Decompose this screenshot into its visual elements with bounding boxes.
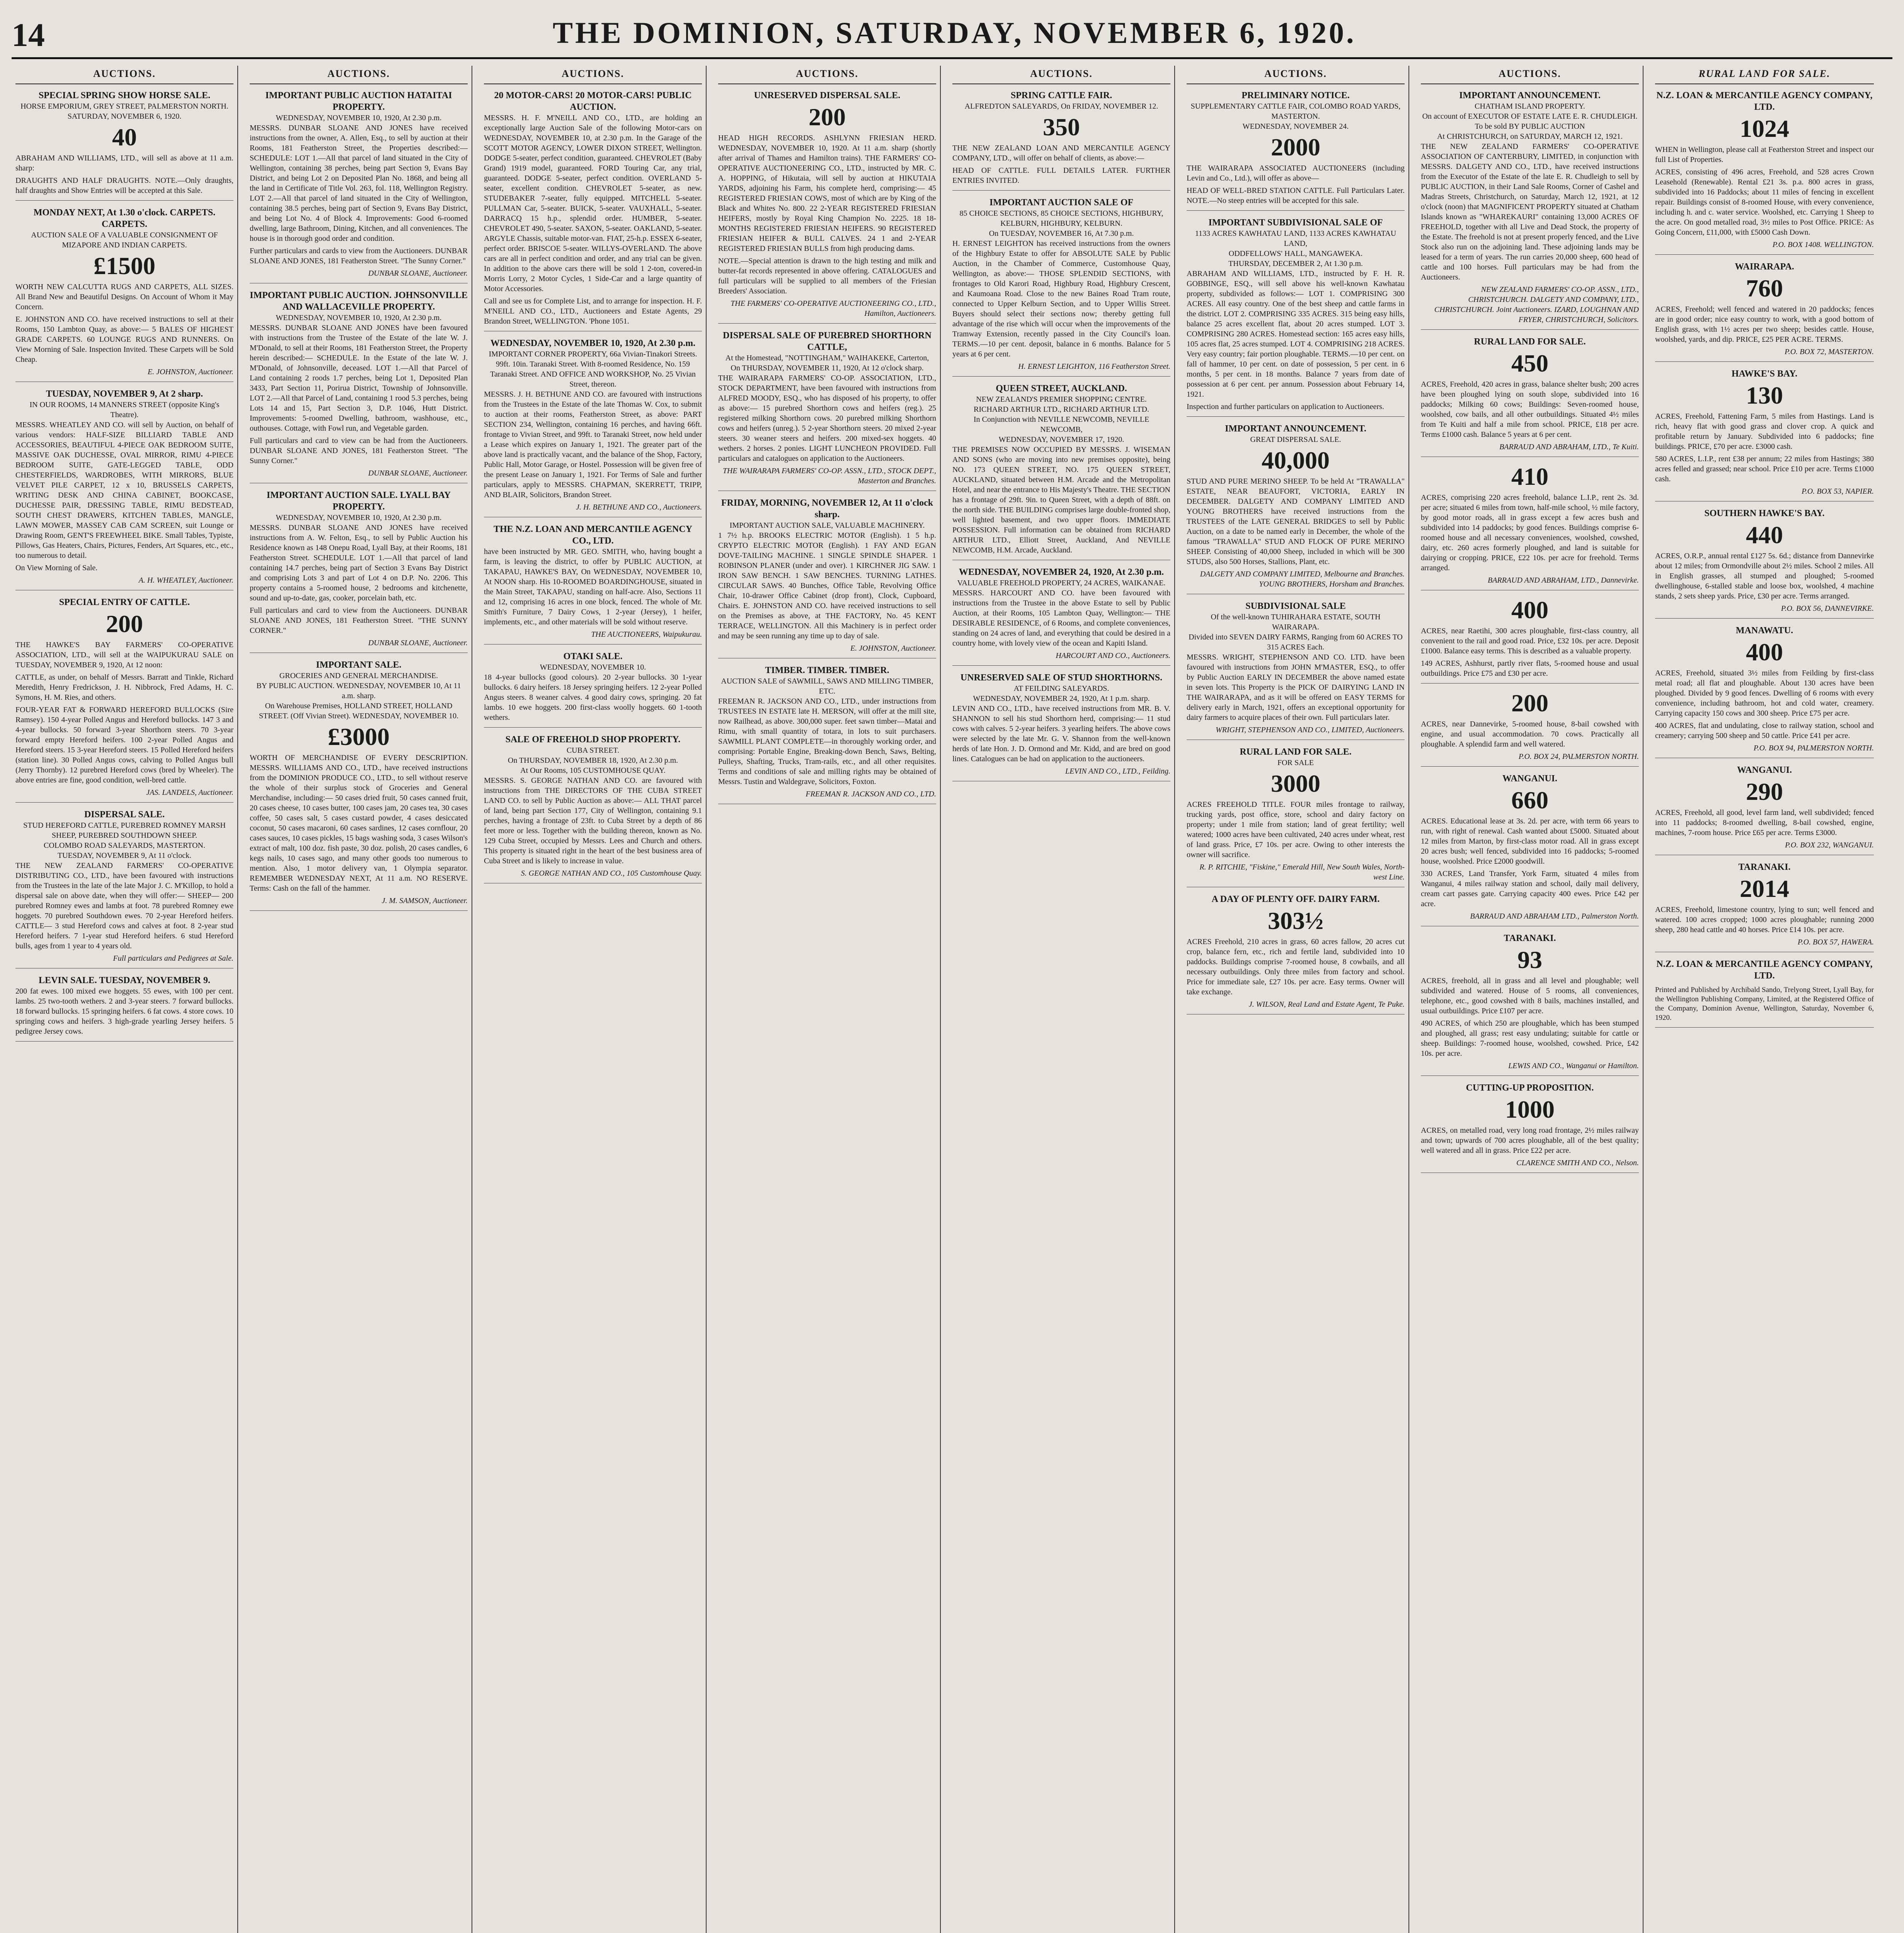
- ad-heading: SOUTHERN HAWKE'S BAY.: [1704, 508, 1825, 518]
- advertisement: [15, 975, 233, 1042]
- ad-heading: IMPORTANT ANNOUNCEMENT.: [1459, 90, 1601, 101]
- ad-figure: £1500: [94, 252, 155, 280]
- ad-subheading: AT FEILDING SALEYARDS.: [1013, 684, 1109, 693]
- advertisement: [15, 388, 233, 590]
- ad-body: ABRAHAM AND WILLIAMS, LTD., instructed by F. H. R. GOBBINGE, ESQ., will sell above his well-known Kawhatau property, subdivided as follows:— LOT 1. COMPRISING 300 ACRES. All easy country. One of the best sheep and cattle farms in the district. LOT 2. COMPRISING 335 ACRES. 315 being easy hills, balance 25 acres excellent flat, about 20 acres stumped. LOT 3. COMPRISING 280 ACRES. Homestead section: 165 acres easy hills, 105 acres flat, 25 acres stumped. LOT 4. COMPRISING 218 ACRES. Very easy country; fair portion ploughable. TERMS.—10 per cent. on fall of hammer, 10 per cent. on date of possession, 5 per cent. in 6 months, 5 per cent. in 18 months. Balance 7 years from date of possession at 6 per cent. per annum. Possession about February 14, 1921.: [1187, 269, 1405, 399]
- ad-signature: BARRAUD AND ABRAHAM, LTD., Dannevirke.: [1487, 576, 1639, 585]
- advertisement: [1421, 597, 1639, 684]
- ad-notes: 330 ACRES, Land Transfer, York Farm, situated 4 miles from Wanganui, 4 miles railway station and school, daily mail delivery, cream cart passes gate. Carrying capacity 400 ewes. Price £42 per acre.: [1421, 869, 1639, 908]
- column-heading: AUCTIONS.: [1421, 66, 1639, 84]
- ad-subheading: STUD HEREFORD CATTLE, PUREBRED ROMNEY MARSH SHEEP, PUREBRED SOUTHDOWN SHEEP.: [23, 821, 226, 840]
- advertisement: [1421, 932, 1639, 1076]
- ad-heading: MONDAY NEXT, At 1.30 o'clock. CARPETS. CARPETS.: [33, 208, 216, 229]
- ad-notes: Full particulars and card to view from the Auctioneers. DUNBAR SLOANE AND JONES, 181 Featherston Street. "THE SUNNY CORNER.": [250, 606, 468, 635]
- advertisement: [1421, 690, 1639, 767]
- advertisement: [250, 90, 468, 283]
- ad-heading: WANGANUI.: [1737, 765, 1792, 775]
- ad-signature: P.O. BOX 232, WANGANUI.: [1785, 841, 1874, 849]
- ad-heading: N.Z. LOAN & MERCANTILE AGENCY COMPANY, LTD.: [1656, 90, 1873, 112]
- ad-heading: WANGANUI.: [1502, 774, 1557, 784]
- ad-subheading: At the Homestead, "NOTTINGHAM," WAIHAKEKE, Carterton,: [725, 354, 929, 362]
- column-2: [246, 66, 472, 1933]
- ad-signature: LEWIS AND CO., Wanganui or Hamilton.: [1508, 1062, 1639, 1070]
- ad-figure: 290: [1746, 778, 1783, 805]
- advertisement: [1655, 261, 1874, 362]
- newspaper-title: THE DOMINION, SATURDAY, NOVEMBER 6, 1920.: [553, 16, 1356, 49]
- advertisement: [1421, 1082, 1639, 1173]
- ad-figure: 200: [106, 610, 143, 638]
- page-number: 14: [12, 16, 45, 53]
- ad-heading: THE N.Z. LOAN AND MERCANTILE AGENCY CO., LTD.: [493, 524, 693, 546]
- ad-subheading: On THURSDAY, NOVEMBER 11, 1920, At 12 o'clock sharp.: [731, 364, 924, 372]
- ad-signature: P.O. BOX 72, MASTERTON.: [1785, 348, 1874, 356]
- ad-figure: 410: [1511, 463, 1548, 490]
- ad-signature: BARRAUD AND ABRAHAM, LTD., Te Kuiti.: [1499, 443, 1639, 451]
- ad-body: THE NEW ZEALAND FARMERS' CO-OPERATIVE DISTRIBUTING CO., LTD., have been favoured with instructions from the Trustees in the late of the late Major J. C. M'Killop, to hold a dispersal sale on above date, when they will offer:— SHEEP— 200 purebred Romney ewes and lambs at foot. 78 purebred Romney ewe hoggets. 70 purebred Southdown ewes. 70 2-year Hereford heifers. CATTLE— 3 stud Hereford cows and calves at foot. 8 2-year stud Hereford heifers. 7 1-year stud Hereford heifers. 6 stud Hereford bulls, ages from 1 year to 4 years old.: [15, 861, 233, 950]
- ad-heading: CUTTING-UP PROPOSITION.: [1466, 1083, 1594, 1093]
- advertisement: [484, 90, 702, 331]
- ad-heading: WEDNESDAY, NOVEMBER 24, 1920, At 2.30 p.m.: [959, 567, 1164, 577]
- column-heading: RURAL LAND FOR SALE.: [1655, 66, 1874, 84]
- ad-subheading: CUBA STREET.: [566, 746, 620, 755]
- advertisement: [15, 90, 233, 201]
- ad-heading: 20 MOTOR-CARS! 20 MOTOR-CARS! PUBLIC AUCTION.: [494, 90, 692, 112]
- ad-figure: 40,000: [1262, 447, 1330, 474]
- ad-body: ACRES, near Raetihi, 300 acres ploughable, first-class country, all convenient to the rail and good road. Price, £32 10s. per acre. Deposit £1000. Balance easy terms. This is described as a valuable property.: [1421, 627, 1639, 655]
- ad-figure: 2000: [1271, 133, 1320, 161]
- advertisement: [952, 672, 1170, 781]
- ad-subheading: WEDNESDAY, NOVEMBER 24, 1920, At 1 p.m. sharp.: [973, 694, 1150, 703]
- ad-heading: N.Z. LOAN & MERCANTILE AGENCY COMPANY, LTD.: [1656, 959, 1873, 981]
- ad-signature: P.O. BOX 24, PALMERSTON NORTH.: [1518, 752, 1639, 761]
- advertisement: [1421, 90, 1639, 330]
- ad-figure: 760: [1746, 274, 1783, 302]
- ad-body: ACRES Freehold, 210 acres in grass, 60 acres fallow, 20 acres cut crop, balance fern, etc., rich and fertile land, subdivided into 10 paddocks. Buildings comprise 7-roomed house, 8 cowbails, and all necessary outbuildings. Only three miles from factory and school. Price for immediate sale, £27 10s. per acre. Easy terms. Owner will take exchange.: [1187, 938, 1405, 996]
- ad-body: ACRES FREEHOLD TITLE. FOUR miles frontage to railway, trucking yards, post office, store, school and dairy factory on property; under 1 mile from station; land of great fertility; well watered; 1000 acres have been cultivated, 240 acres under wheat, rest of land grass. Price, £7 10s. per acre. Owing to other interests the owner will sacrifice.: [1187, 800, 1405, 859]
- ad-heading: IMPORTANT AUCTION SALE. LYALL BAY PROPERTY.: [266, 490, 451, 512]
- ad-heading: DISPERSAL SALE OF PUREBRED SHORTHORN CATTLE,: [723, 331, 932, 352]
- ad-notes: ACRES, consisting of 496 acres, Freehold, and 528 acres Crown Leasehold (Renewable). Rental £21 3s. p.a. 800 acres in grass, subdivided into 16 Paddocks; about 11 miles of fencing in excellent repair. Buildings consist of 8-roomed House, with every convenience, including h. and c. water service. Woolshed, etc. Carrying 1 Sheep to the acre. On good metalled road, 3½ miles to Post Office. PRICE: As Going Concern, £11,000, with £5000 Cash Down.: [1655, 168, 1874, 237]
- advertisement: [15, 597, 233, 803]
- column-heading: AUCTIONS.: [1187, 66, 1405, 84]
- ad-body: H. ERNEST LEIGHTON has received instructions from the owners of the Highbury Estate to offer for ABSOLUTE SALE by Public Auction, in the Chamber of Commerce, Customhouse Quay, Wellington, as above:— THOSE SPLENDID SECTIONS, with frontages to Old Karori Road, Highbury Road, Highbury Crescent, and Kaumoana Road. Close to the new Baines Road Tram route, connected to Upper Kelburn Section, and to Upper Willis Street. Buyers should select their sections now; thereby getting full advantage of the rise which will occur when the improvements of the Tramway Extension, recently passed in the City Council's loan. TERMS.—10 per cent. deposit, balance in 6 months. Balance for 5 years at 6 per cent.: [952, 239, 1170, 358]
- ad-signature: J. H. BETHUNE AND CO., Auctioneers.: [576, 503, 702, 511]
- ad-body: FREEMAN R. JACKSON AND CO., LTD., under instructions from TRUSTEES IN ESTATE late H. MERSON, will offer at the mill site, now Railhead, as above. 300,000 super. feet sawn timber—Matai and Rimu, with small quantity of totara, in lots to suit purchasers. SAWMILL PLANT COMPLETE—in thoroughly working order, and comprising: Portable Engine, Breaking-down Bench, Saws, Belting, Pulleys, Shafting, Trucks, Tram-rails, etc., and all other requisites. Terms and conditions of sale and milling rights may be obtained of Messrs. Tustin and Waldegrave, Solicitors, Foxton.: [718, 697, 936, 786]
- ad-notes: 149 ACRES, Ashhurst, partly river flats, 5-roomed house and usual outbuildings. Price £75 and £30 per acre.: [1421, 659, 1639, 678]
- column-4: [714, 66, 941, 1933]
- ad-heading: RURAL LAND FOR SALE.: [1240, 747, 1352, 757]
- column-heading: AUCTIONS.: [952, 66, 1170, 84]
- advertisement: [1421, 773, 1639, 926]
- advertisement: [15, 809, 233, 968]
- ad-figure: 440: [1746, 521, 1783, 549]
- ad-body: 18 4-year bullocks (good colours). 20 2-year bullocks. 30 1-year bullocks. 6 dairy heifers. 18 Jersey springing heifers. 12 2-year Polled Angus steers. 8 weaner calves. 4 good dairy cows, springing. 20 fat lambs. 10 ewe hoggets. 200 first-class woolly hoggets. 60 1-tooth wethers.: [484, 673, 702, 722]
- column-5: [949, 66, 1175, 1933]
- ad-body: 1 7½ h.p. BROOKS ELECTRIC MOTOR (English). 1 5 h.p. CRYPTO ELECTRIC MOTOR (English). 1 FAY AND EGAN DOVE-TAILING MACHINE. 1 SINGLE SPINDLE SHAPER. 1 ROBINSON PLANER (under and over). 1 KIRCHNER JIG SAW. 1 IRON SAW BENCH. 1 SAW BENCHES. TURNING LATHES. CIRCULAR SAWS. 40 Bunches, Office Table, Revolving Office Chair, 10-drawer Office Cabinet (drop front), Clock, Cupboard, Chairs. E. JOHNSTON AND CO. have received instructions to sell on the Premises as above, at THE FACTORY, No. 45 KENT TERRACE, WELLINGTON. All this Machinery is in perfect order and may be seen running any time up to day of sale.: [718, 531, 936, 640]
- ad-body: THE HAWKE'S BAY FARMERS' CO-OPERATIVE ASSOCIATION, LTD., will sell at the WAIPUKURAU SALE on TUESDAY, NOVEMBER 9, 1920, At 12 noon:: [15, 641, 233, 669]
- ad-notes: Inspection and further particulars on application to Auctioneers.: [1187, 402, 1384, 411]
- ad-signature: E. JOHNSTON, Auctioneer.: [850, 644, 936, 653]
- advertisement: [484, 734, 702, 883]
- ad-notes: HEAD OF CATTLE. FULL DETAILS LATER. FURTHER ENTRIES INVITED.: [952, 166, 1170, 185]
- ad-body: STUD AND PURE MERINO SHEEP. To be held At "TRAWALLA" ESTATE, NEAR BEAUFORT, VICTORIA, EARLY IN DECEMBER. DALGETY AND COMPANY LIMITED AND YOUNG BROTHERS have received instructions from the TRUSTEES of the LATE GENERAL BRIDGES to sell by Public Auction, on a date to be named early in December, the whole of the famous "TRAWALLA" STUD AND FLOCK OF PURE MERINO SHEEP. Consisting of 40,000 Sheep, included in which will be 300 STUDS, also 500 Horses, Stallions, Plant, etc.: [1187, 477, 1405, 566]
- ad-signature: P.O. BOX 56, DANNEVIRKE.: [1781, 604, 1874, 613]
- ad-heading: UNRESERVED DISPERSAL SALE.: [754, 90, 901, 101]
- ad-subheading: To be sold BY PUBLIC AUCTION: [1475, 122, 1585, 131]
- ad-subheading: On account of EXECUTOR OF ESTATE LATE E. R. CHUDLEIGH.: [1422, 112, 1638, 121]
- ad-figure: 93: [1517, 946, 1542, 973]
- column-1: [12, 66, 238, 1933]
- ad-signature: FREEMAN R. JACKSON AND CO., LTD.: [806, 790, 936, 798]
- advertisement: [718, 330, 936, 491]
- ad-subheading: 1133 ACRES KAWHATAU LAND, 1133 ACRES KAWHATAU LAND,: [1195, 229, 1396, 248]
- ad-body: ACRES, near Dannevirke, 5-roomed house, 8-bail cowshed with engine, and usual accommodation. 70 cows. Practically all ploughable. A splendid farm and well watered.: [1421, 720, 1639, 748]
- ad-heading: OTAKI SALE.: [563, 651, 623, 661]
- advertisement: [250, 290, 468, 483]
- column-3: [480, 66, 707, 1933]
- ad-subheading: Of the well-known TUHIRAHARA ESTATE, SOUTH WAIRARAPA.: [1211, 613, 1381, 631]
- advertisement: [952, 383, 1170, 560]
- ad-heading: WEDNESDAY, NOVEMBER 10, 1920, At 2.30 p.m.: [490, 338, 696, 348]
- ad-notes: HEAD OF WELL-BRED STATION CATTLE. Full Particulars Later. NOTE.—No steep entries will be accepted for this sale.: [1187, 186, 1405, 205]
- column-7: [1417, 66, 1643, 1933]
- advertisement: [1421, 336, 1639, 457]
- ad-subheading: In Conjunction with NEVILLE NEWCOMB, NEVILLE NEWCOMB,: [973, 415, 1150, 434]
- ad-heading: TIMBER. TIMBER. TIMBER.: [765, 665, 889, 675]
- column-heading: AUCTIONS.: [15, 66, 233, 84]
- ad-body: 200 fat ewes. 100 mixed ewe hoggets. 55 ewes, with 100 per cent. lambs. 25 two-tooth wethers. 2 and 3-year steers. 7 forward bullocks. 18 forward bullocks. 15 springing heifers. 6 fat cows. 4 store cows. 10 springing cows and heifers. 3 high-grade yearling Jersey heifers. 5 pedigree Jersey cows.: [15, 987, 233, 1036]
- ad-body: THE NEW ZEALAND FARMERS' CO-OPERATIVE ASSOCIATION OF CANTERBURY, LIMITED, in conjunction with MESSRS. DALGETY AND CO., LTD., have received instructions from the Executor of the Estate of the late E. R. Chudleigh to sell by PUBLIC AUCTION, in their Land Sale Rooms, Corner of Cashel and Madras Streets, Christchurch, on Saturday, March 12, 1921, at 12 o'clock (noon) that MAGNIFICENT PROPERTY situated at Chatham Islands known as "WHAREKAURI" containing 13,000 ACRES OF FREEHOLD, together with all Live and Dead Stock, the property of the Estate. The freehold is not at present properly fenced, and the Live Stock also run on the adjoining land. These adjoining lands may be leased for a term of years. The run carries 20,000 sheep, 600 head of cattle and 100 horses. Full particulars may be had from the Auctioneers.: [1421, 142, 1639, 281]
- ad-subheading: AUCTION SALE OF A VALUABLE CONSIGNMENT OF MIZAPORE AND INDIAN CARPETS.: [31, 231, 218, 249]
- ad-subheading: WEDNESDAY, NOVEMBER 10, 1920, At 2.30 p.m.: [276, 314, 442, 322]
- ad-subheading: IN OUR ROOMS, 14 MANNERS STREET (opposite King's Theatre).: [29, 401, 220, 419]
- ad-heading: SALE OF FREEHOLD SHOP PROPERTY.: [505, 735, 681, 745]
- ad-notes: 490 ACRES, of which 250 are ploughable, which has been stumped and ploughed, all grass; rest easy undulating; suitable for cattle or sheep. Buildings: 7-roomed house, woolshed, cowshed. Price, £42 10s. per acre.: [1421, 1019, 1639, 1058]
- ad-body: THE WAIRARAPA FARMERS' CO-OP. ASSOCIATION, LTD., STOCK DEPARTMENT, have been favoured with instructions from ALFRED MOODY, ESQ., who has disposed of his property, to offer as above:— 15 purebred Shorthorn cows and heifers (reg.). 25 registered milking Shorthorn cows. 20 purebred milking Shorthorn cows and heifers (unreg.). 5 2-year Shorthorn steers. 20 mixed 2-year steers. 30 weaner steers and heifers. 200 mixed-sex hoggets. 40 wethers. 2 horses. 2 ponies. LIGHT LUNCHEON PROVIDED. Full particulars and catalogues on application to the Auctioneers.: [718, 374, 936, 463]
- ad-subheading: AUCTION SALE of SAWMILL, SAWS AND MILLING TIMBER, ETC.: [721, 677, 933, 695]
- ad-notes: NOTE.—Special attention is drawn to the high testing and milk and butter-fat records represented in above offering. CATALOGUES and full particulars will be supplied to all members of the Friesian Breeders' Association.: [718, 257, 936, 295]
- ad-list: FOUR-YEAR FAT & FORWARD HEREFORD BULLOCKS (Sire Ramsey). 150 4-year Polled Angus and Hereford bullocks. 147 3 and 4-year bullocks. 50 forward 3-year Shorthorn steers. 70 3-year forward empty Hereford heifers. 100 2-year Polled Angus and Hereford steers. 15 3-year Hereford steers. 15 Polled Hereford heifers (station line). 30 Polled Angus cows, calving to Polled Angus bull (Jerry Thornby). 12 purebred Hereford cows (bred by Wheeler). The above entries are fine, good condition, well-bred cattle.: [15, 706, 233, 784]
- ad-heading: IMPORTANT PUBLIC AUCTION. JOHNSONVILLE AND WALLACEVILLE PROPERTY.: [250, 290, 468, 312]
- advertisement: [1655, 861, 1874, 952]
- masthead: [12, 15, 1892, 58]
- advertisement: [250, 659, 468, 911]
- ad-figure: 3000: [1271, 770, 1320, 797]
- ad-notes: Further particulars and cards to view from the Auctioneers. DUNBAR SLOANE AND JONES, 181 Featherston Street. "The Sunny Corner.": [250, 247, 468, 265]
- ad-signature: THE WAIRARAPA FARMERS' CO-OP. ASSN., LTD., STOCK DEPT., Masterton and Branches.: [722, 467, 936, 485]
- ad-signature: THE AUCTIONEERS, Waipukurau.: [591, 630, 702, 639]
- ad-heading: IMPORTANT PUBLIC AUCTION HATAITAI PROPERTY.: [265, 90, 452, 112]
- ad-body: ACRES, freehold, all in grass and all level and ploughable; well subdivided and watered. House of 5 rooms, all conveniences, telephone, etc., good cowshed with 8 bails, machines installed, and usual outbuildings. Price £107 per acre.: [1421, 977, 1639, 1015]
- ad-notes: On View Morning of Sale.: [15, 564, 98, 572]
- ad-signature: P.O. BOX 53, NAPIER.: [1802, 487, 1874, 496]
- ad-body: have been instructed by MR. GEO. SMITH, who, having bought a farm, is leaving the district, to offer by PUBLIC AUCTION, at TAKAPAU, HAWKE'S BAY, On WEDNESDAY, NOVEMBER 10, At NOON sharp. His 10-ROOMED BOARDINGHOUSE, situated in the Main Street, TAKAPAU, standing on half-acre. Also, Sections 11 and 12, comprising 16 acres in one block, fenced. The whole of Mr. Smith's Furniture, 7 Dairy Cows, 1 2-year (Jersey), 1 heifer, implements, etc., and other materials will be sold without reserve.: [484, 547, 702, 626]
- advertisement: [484, 651, 702, 728]
- ad-notes: 580 ACRES, L.I.P., rent £38 per annum; 22 miles from Hastings; 380 acres felled and grassed; near school. Price £10 per acre. Terms £1000 cash.: [1655, 455, 1874, 483]
- advertisement: [250, 489, 468, 653]
- ad-signature: WRIGHT, STEPHENSON AND CO., LIMITED, Auctioneers.: [1216, 726, 1405, 734]
- ad-signature: P.O. BOX 1408. WELLINGTON.: [1772, 240, 1874, 249]
- ad-signature: J. M. SAMSON, Auctioneer.: [381, 897, 468, 905]
- ad-figure: £3000: [328, 723, 390, 750]
- ad-signature: P.O. BOX 57, HAWERA.: [1797, 938, 1874, 946]
- advertisement: [1187, 217, 1405, 417]
- ad-body: ACRES. Educational lease at 3s. 2d. per acre, with term 66 years to run, with right of renewal. Cash wanted about £5000. Situated about 12 miles from Marton, by first-class motor road. All in grass except 20 acres bush; well fenced, subdivided into 16 paddocks; 5-roomed house, woolshed. Price £2000 goodwill.: [1421, 817, 1639, 866]
- advertisement: [1655, 508, 1874, 619]
- ad-signature: NEW ZEALAND FARMERS' CO-OP. ASSN., LTD., CHRISTCHURCH. DALGETY AND COMPANY, LTD., CHRISTCHURCH. Joint Auctioneers. IZARD, LOUGHNAN AND FRYER, CHRISTCHURCH, Solicitors.: [1434, 285, 1639, 324]
- ad-subheading: On THURSDAY, NOVEMBER 18, 1920, At 2.30 p.m.: [508, 756, 678, 765]
- ad-figure: 400: [1511, 596, 1548, 624]
- ad-signature: A. H. WHEATLEY, Auctioneer.: [138, 576, 233, 585]
- ad-figure: 350: [1043, 113, 1080, 141]
- ad-body: THE WAIRARAPA ASSOCIATED AUCTIONEERS (including Levin and Co., Ltd.), will offer as above—: [1187, 164, 1405, 182]
- ad-body: LEVIN AND CO., LTD., have received instructions from MR. B. V. SHANNON to sell his stud Shorthorn herd, comprising:— 11 stud cows with calves. 5 2-year heifers. 3 yearling heifers. The above cows were selected by the late Mr. G. V. Shannon from the well-known herds of late Hon. J. D. Ormond and Mr. Kidd, and are bred on good lines. Catalogues can be had on application to the auctioneers.: [952, 704, 1170, 763]
- ad-heading: WAIRARAPA.: [1735, 262, 1794, 272]
- advertisement: [1421, 463, 1639, 590]
- ad-figure: 303½: [1268, 907, 1323, 934]
- ad-heading: QUEEN STREET, AUCKLAND.: [996, 384, 1127, 394]
- ad-subheading: THURSDAY, DECEMBER 2, At 1.30 p.m.: [1228, 259, 1363, 268]
- ad-heading: IMPORTANT SUBDIVISIONAL SALE OF: [1208, 218, 1383, 228]
- ad-notes: E. JOHNSTON AND CO. have received instructions to sell at their Rooms, 150 Lambton Quay, as above:— 5 BALES OF HIGHEST GRADE CARPETS. 60 LOUNGE RUGS AND RUNNERS. On View Morning of Sale. Inspection Invited. These Carpets will be Sold Cheap.: [15, 315, 233, 364]
- ad-heading: SPRING CATTLE FAIR.: [1010, 90, 1112, 101]
- ad-body: MESSRS. DUNBAR SLOANE AND JONES have received instructions from A. W. Felton, Esq., to sell by Public Auction his Residence known as 148 Onepu Road, Lyall Bay, at their Rooms, 181 Featherston Street. SCHEDULE. LOT 1.—All that parcel of land containing 14.7 perches, being part of Section 3 Evans Bay District and comprising Lots 3 and part of Lot 4 on D.P. No. 2206. This property contains a 5-roomed house, 2 bedrooms and kitchenette, sound and up-to-date, gas, cooker, porcelain bath, etc.: [250, 523, 468, 602]
- ad-heading: SPECIAL ENTRY OF CATTLE.: [59, 597, 190, 607]
- ad-body: MESSRS. J. H. BETHUNE AND CO. are favoured with instructions from the Trustees in the Estate of the late Thomas W. Cox, to submit to auction at their rooms, Featherston Street, as above: PART SECTION 234, Wellington, containing 16 perches, and having 66ft. frontage to Vivian Street, and 99ft. to Taranaki Street, now held under a Lease which expires on January 1, 1921. The greater part of the above land is practically vacant, and the balance of the Shop, Factory, Public Hall, Motor Garage, or Hostel. Possession will be given free of the present Lease on January 1, 1921. For Terms of Sale and further particulars, apply to MESSRS. CHAPMAN, SKERRETT, TRIPP, AND BLAIR, Solicitors, Brandon Street.: [484, 390, 702, 499]
- ad-body: THE PREMISES NOW OCCUPIED BY MESSRS. J. WISEMAN AND SONS (who are moving into new premises opposite), being NO. 173 QUEEN STREET, NO. 175 QUEEN STREET, AUCKLAND, situated between H.M. Arcade and the Metropolitan Hotel, and near the entrance to His Majesty's Theatre. THE SECTION has a frontage of 29ft. 9in. to Queen Street, with a depth of 88ft. on the north side. THE BUILDING comprises large double-fronted shop, well lighted basement, and two upper floors. IMMEDIATE POSSESSION. Full information can be obtained from RICHARD ARTHUR LTD., Elliott Street, Auckland, And NEVILLE NEWCOMB, H.M. Arcade, Auckland.: [952, 445, 1170, 554]
- advertisement: [1655, 625, 1874, 758]
- ad-body: ACRES, Freehold, situated 3½ miles from Feilding by first-class metal road; all flat and ploughable. About 130 acres have been ploughed. Divided by 9 good fences. Dwelling of 6 rooms with every convenience, including bathroom, hot and cold water, creamery. Carrying capacity 150 cows and 300 sheep. Price £75 per acre.: [1655, 669, 1874, 718]
- ad-subheading: ALFREDTON SALEYARDS, On FRIDAY, NOVEMBER 12.: [964, 102, 1158, 111]
- ad-signature: HARCOURT AND CO., Auctioneers.: [1056, 651, 1170, 660]
- ad-signature: DALGETY AND COMPANY LIMITED, Melbourne and Branches. YOUNG BROTHERS, Horsham and Branches.: [1200, 570, 1405, 588]
- ad-heading: LEVIN SALE. TUESDAY, NOVEMBER 9.: [39, 975, 210, 985]
- ad-signature: E. JOHNSTON, Auctioneer.: [147, 368, 233, 376]
- ad-body: THE NEW ZEALAND LOAN AND MERCANTILE AGENCY COMPANY, LTD., will offer on behalf of clients, as above:—: [952, 144, 1170, 162]
- ad-body: MESSRS. WRIGHT, STEPHENSON AND CO. LTD. have been favoured with instructions from JOHN M'MASTER, ESQ., to offer by Public Auction EARLY IN DECEMBER the above named estate in seven lots. This Property is the PICK OF DAIRYING LAND IN THE WAIRARAPA, and as it will be offered on EASY TERMS for delivery early in March, 1921, offers an exceptional opportunity for dairy farmers to acquire places of their own. Full particulars later.: [1187, 653, 1405, 722]
- ad-subheading: WEDNESDAY, NOVEMBER 10, 1920, At 2.30 p.m.: [276, 513, 442, 522]
- advertisement: [718, 497, 936, 658]
- advertisement: [1187, 893, 1405, 1014]
- column-heading: AUCTIONS.: [250, 66, 468, 84]
- ad-body: WHEN in Wellington, please call at Featherston Street and inspect our full List of Properties.: [1655, 145, 1874, 164]
- ad-subheading: GREAT DISPERSAL SALE.: [1250, 435, 1341, 444]
- ad-signature: JAS. LANDELS, Auctioneer.: [146, 788, 233, 797]
- ad-subheading: IMPORTANT AUCTION SALE, VALUABLE MACHINERY.: [729, 521, 925, 530]
- ad-body: HEAD HIGH RECORDS. ASHLYNN FRIESIAN HERD. WEDNESDAY, NOVEMBER 10, 1920. At 11 a.m. sharp (shortly after arrival of Thames and Hamilton trains). THE FARMERS' CO-OPERATIVE AUCTIONEERING CO., LTD., instructed by MR. C. A. HOPPING, of Hikutaia, will sell by auction at HIKUTAIA YARDS, adjoining his Farm, his complete herd, comprising:— 45 REGISTERED FRIESIAN COWS, most of which are by King of the Black and Whites No. 800. 22 2-YEAR REGISTERED FRIESIAN HEIFERS, mostly by Royal King Champion No. 2225. 18 18-MONTHS REGISTERED FRIESIAN HEIFERS. 90 REGISTERED FRIESIAN HEIFER & BULL CALVES. 24 1 and 2-YEAR REGISTERED FRIESIAN BULLS from high producing dams.: [718, 134, 936, 253]
- ad-signature: P.O. BOX 94, PALMERSTON NORTH.: [1753, 744, 1874, 752]
- ad-subheading: SUPPLEMENTARY CATTLE FAIR, COLOMBO ROAD YARDS, MASTERTON.: [1190, 102, 1401, 121]
- advertisement: [1187, 90, 1405, 211]
- ad-subheading: WEDNESDAY, NOVEMBER 24.: [1242, 122, 1349, 131]
- ad-body: MESSRS. H. F. M'NEILL AND CO., LTD., are holding an exceptionally large Auction Sale of the following Motor-cars on WEDNESDAY, NOVEMBER 10, at 2.30 p.m. In the Garage of the SCOTT MOTOR AGENCY, LOWER DIXON STREET, Wellington. DODGE 5-seater, perfect condition, guaranteed. CHEVROLET (Baby Grand) 1919 model, guaranteed. FORD Touring Car, any trial, guaranteed. DODGE 5-seater, perfect condition. OVERLAND 5-seater, excellent condition. CHEVROLET 5-seater, as new. STUDEBAKER 7-seater, fully equipped. MITCHELL 5-seater. PULLMAN Car, 5-seater. BUICK, 5-seater. VAUXHALL, 5-seater. DARRACQ 15 h.p., splendid order. HUMBER, 5-seater. CHEVROLET 490, 5-seater. SAXON, 5-seater. OAKLAND, 5-seater. ARGYLE Chassis, suitable motor-van. FIAT, 25-h.p. ESSEX 6-seater, perfect order. BRISCOE 5-seater. WILLYS-OVERLAND. The above cars are all in perfect condition and order, and any trial can be given. In addition to the above cars there will be sold 1 2-ton, covered-in Morris Lorry, 2 Motor Cycles, 1 Side-Car and a large quantity of Motor Accessories.: [484, 114, 702, 293]
- ad-signature: R. P. RITCHIE, "Fiskine," Emerald Hill, New South Wales, North-west Line.: [1199, 863, 1405, 881]
- ad-signature: Full particulars and Pedigrees at Sale.: [113, 954, 233, 963]
- ad-heading: MANAWATU.: [1735, 626, 1793, 636]
- ad-subheading: Divided into SEVEN DAIRY FARMS, Ranging from 60 ACRES TO 315 ACRES Each.: [1189, 633, 1403, 651]
- advertisement: [1655, 90, 1874, 255]
- ad-body: ACRES, Freehold, 420 acres in grass, balance shelter bush; 200 acres have been ploughed lying on south slope, subdivided into 16 paddocks; Milking 60 cows; Buildings: Seven-roomed house, woolshed, cow bails, and all other outbuildings. Situated 4½ miles from Te Kuiti and half a mile from school. PRICE, £18 per acre. Terms £1000 cash. Balance 5 years at 6 per cent.: [1421, 380, 1639, 439]
- ad-signature: DUNBAR SLOANE, Auctioneer.: [368, 469, 468, 477]
- advertisement: [1187, 746, 1405, 887]
- ad-subheading: VALUABLE FREEHOLD PROPERTY, 24 ACRES, WAIKANAE.: [957, 579, 1166, 587]
- ad-body: MESSRS. WHEATLEY AND CO. will sell by Auction, on behalf of various vendors: HALF-SIZE BILLIARD TABLE AND ACCESSORIES, BEAUTIFUL 4-PIECE OAK BEDROOM SUITE, MASSIVE OAK DUCHESSE, OVAL MIRROR, RIMU 4-PIECE BEDROOM SUITE, GATE-LEGGED TABLE, ODD CHESTERFIELDS, WARDROBES, WITH MIRRORS, BLUE VELVET PILE CARPET, 12 x 10, BRUSSELS CARPETS, WRITING DESK AND CHINA CABINET, BOOKCASE, DUCHESSE PAIR, DRESSING TABLE, RIMU BEDSTEAD, SOUTH CHEST DRAWERS, KITCHEN TABLES, MANGLE, LAWN MOWER, MASSEY CAB CAM SCREEN, suit Lounge or Drawing Room, GENT'S FREEWHEEL BIKE. Small Tables, Typiste, Pillows, Gas Heaters, Chairs, Pictures, Fenders, Art Squares, etc., etc., too numerous to detail.: [15, 421, 233, 560]
- ad-body: MESSRS. S. GEORGE NATHAN AND CO. are favoured with instructions from THE DIRECTORS OF THE CUBA STREET LAND CO. to sell by Public Auction as above:— ALL THAT parcel of land, being part Section 177, City of Wellington, containing 9.1 perches, having a frontage of 23ft. to Cuba Street by a depth of 86 feet more or less. Together with the building thereon, known as No. 129 Cuba Street, occupied by Messrs. Lees and Church and others. This property is situated right in the heart of the best business area of Cuba Street and is likely to increase in value.: [484, 776, 702, 865]
- ad-notes: Full particulars and card to view can be had from the Auctioneers. DUNBAR SLOANE AND JONES, 181 Featherston Street. "The Sunny Corner.": [250, 436, 468, 465]
- column-8: [1651, 66, 1878, 1933]
- ad-body: ABRAHAM AND WILLIAMS, LTD., will sell as above at 11 a.m. sharp:: [15, 154, 233, 172]
- ad-body: ACRES, O.R.P., annual rental £127 5s. 6d.; distance from Dannevirke about 12 miles; from Ormondville about 2½ miles. School 2 miles. All in English grasses, all stumped and ploughed; 5-roomed dwellinghouse, 6-stalled stable and loose box, woolshed, 4 machine stands, 2 sets sheep yards. Price, £30 per acre. Terms arranged.: [1655, 552, 1874, 600]
- ad-body: WORTH OF MERCHANDISE OF EVERY DESCRIPTION. MESSRS. WILLIAMS AND CO., LTD., have received instructions from the DOMINION PRODUCE CO., LTD., to sell without reserve the whole of their surplus stock of Groceries and General Merchandise, including:— 50 cases dried fruit, 50 cases canned fruit, 20 cases cheese, 10 cases butter, 100 cases jam, 20 cases tea, 30 cases coffee, 50 cases salt, 5 cases custard powder, 4 cases desiccated coconut, 50 cases macaroni, 60 cases sardines, 12 cases cornflour, 20 cases sauces, 10 cases pickles, 15 bags washing soda, 3 cases Wilson's extract of malt, 100 doz. fish paste, 30 doz. polish, 20 cases candles, 6 kegs nails, 10 cases sago, and many other goods too numerous to mention. Also, 1 motor delivery van, 1 Olympia separator. REMEMBER WEDNESDAY NEXT, At 11 a.m. NO RESERVE. Terms: Cash on the fall of the hammer.: [250, 753, 468, 893]
- ad-heading: TARANAKI.: [1738, 862, 1791, 872]
- ad-heading: FRIDAY, MORNING, NOVEMBER 12, At 11 o'clock sharp.: [721, 498, 933, 520]
- ad-figure: 660: [1511, 786, 1548, 814]
- ad-subheading: CHATHAM ISLAND PROPERTY.: [1475, 102, 1585, 111]
- advertisement: [952, 566, 1170, 666]
- ad-heading: UNRESERVED SALE OF STUD SHORTHORNS.: [960, 673, 1163, 683]
- ad-heading: IMPORTANT AUCTION SALE OF: [989, 198, 1134, 208]
- ad-subheading: RICHARD ARTHUR LTD., RICHARD ARTHUR LTD.: [974, 405, 1149, 414]
- ad-heading: TARANAKI.: [1504, 933, 1556, 943]
- ad-subheading: FOR SALE: [1277, 759, 1314, 767]
- ad-notes: 400 ACRES, flat and undulating, close to railway station, school and creamery; carrying 500 sheep and 50 cattle. Price £41 per acre.: [1655, 721, 1874, 740]
- advertisement: [718, 90, 936, 324]
- ad-subheading: TUESDAY, NOVEMBER 9, At 11 o'clock.: [57, 851, 192, 860]
- ad-figure: 1024: [1740, 115, 1789, 142]
- ad-heading: TUESDAY, NOVEMBER 9, At 2 sharp.: [46, 389, 203, 399]
- ad-subheading: 85 CHOICE SECTIONS, 85 CHOICE SECTIONS, HIGHBURY, KELBURN, HIGHBURY, KELBURN.: [959, 209, 1163, 228]
- ad-signature: DUNBAR SLOANE, Auctioneer.: [368, 639, 468, 647]
- ad-body: ACRES, Freehold, all good, level farm land, well subdivided; fenced into 11 paddocks; 8-roomed dwelling, 8-bail cowshed, engine, machines, 7-room house. Price £65 per acre. Terms £3000.: [1655, 808, 1874, 837]
- ad-signature: H. ERNEST LEIGHTON, 116 Featherston Street.: [1018, 362, 1170, 371]
- advertisement: [484, 338, 702, 517]
- ad-subheading: COLOMBO ROAD SALEYARDS, MASTERTON.: [44, 841, 205, 850]
- advertisement: [1655, 958, 1874, 1028]
- column-heading: AUCTIONS.: [718, 66, 936, 84]
- ad-signature: CLARENCE SMITH AND CO., Nelson.: [1516, 1159, 1639, 1167]
- ad-body: MESSRS. DUNBAR SLOANE AND JONES have received instructions from the owner, A. Allen, Esq., to sell by auction at their Rooms, 181 Featherston Street, the Properties described:— SCHEDULE: LOT 1.—All that parcel of land situated in the City of Wellington, containing 38 perches, being part Section 9, Evans Bay District, and being Lot 2 on Deposited Plan No. 1868, and being all the land in Certificate of Title Vol. 263, fol. 118, Wellington Registry. LOT 2.—All that parcel of land situated in the City of Wellington, containing 38.5 perches, being part of Section 9, Evans Bay District, and being Lot No. 4 of Block 4. Improvements: Good 6-roomed dwelling, large Bathroom, Dining, Kitchen, and all conveniences. The house is in thorough good order and condition.: [250, 124, 468, 243]
- ad-body: WORTH NEW CALCUTTA RUGS AND CARPETS, ALL SIZES. All Brand New and Beautiful Designs. On Account of Whom it May Concern.: [15, 283, 233, 311]
- ad-subheading: ODDFELLOWS' HALL, MANGAWEKA.: [1228, 249, 1363, 258]
- ad-heading: A DAY OF PLENTY OFF. DAIRY FARM.: [1211, 894, 1380, 904]
- ad-signature: LEVIN AND CO., LTD., Feilding.: [1065, 767, 1170, 776]
- ad-subheading: WEDNESDAY, NOVEMBER 10, 1920, At 2.30 p.m.: [276, 114, 442, 122]
- ad-body: MESSRS. DUNBAR SLOANE AND JONES have been favoured with instructions from the Trustee of the Estate of the late W. J. M'Donald, to sell at their Rooms, 181 Featherston Street, the Property herein described:— SCHEDULE. In the Estate of the late W. J. M'Donald, of Johnsonville, deceased. LOT 1.—All that Parcel of Land containing 2 roods 1.7 perches, being Lot 1, Deposited Plan 3433, Part Section 11, Porirua District, Township of Johnsonville. LOT 2.—All that Parcel of Land, containing 1 rood 5.3 perches, being Lots 14 and 15, Part Section 3, D.P. 1046, Hutt District. Improvements: 5-roomed Dwelling, bathroom, washhouse, etc., outhouses. Cottage, with Fowl run, and Vegetable garden.: [250, 324, 468, 433]
- ad-heading: IMPORTANT SALE.: [316, 660, 402, 670]
- advertisement: [1187, 423, 1405, 594]
- ad-subheading: WEDNESDAY, NOVEMBER 10.: [540, 663, 646, 672]
- ad-figure: 2014: [1740, 875, 1789, 902]
- advertisement: [718, 665, 936, 804]
- ad-subheading: On Warehouse Premises, HOLLAND STREET, HOLLAND STREET. (Off Vivian Street). WEDNESDAY, NOVEMBER 10.: [259, 702, 459, 720]
- ad-subheading: BY PUBLIC AUCTION. WEDNESDAY, NOVEMBER 10, At 11 a.m. sharp.: [256, 682, 461, 700]
- advertisement: [1655, 368, 1874, 501]
- ad-signature: DUNBAR SLOANE, Auctioneer.: [368, 269, 468, 278]
- ad-subheading: GROCERIES AND GENERAL MERCHANDISE.: [279, 672, 438, 680]
- ad-figure: 200: [1511, 689, 1548, 717]
- ad-heading: SPECIAL SPRING SHOW HORSE SALE.: [38, 90, 211, 101]
- ad-heading: DISPERSAL SALE.: [84, 810, 165, 820]
- ad-body: MESSRS. HARCOURT AND CO. have been favoured with instructions from the Trustee in the above Estate to sell by Public Auction, at their Rooms, 105 Lambton Quay, Wellington:— THE DESIRABLE RESIDENCE, of 6 Rooms, and complete conveniences, standing on 24 acres of land, and everything that could be desired in a country home, with lovely view of the ocean and Kapiti Island.: [952, 589, 1170, 648]
- ad-figure: 450: [1511, 349, 1548, 377]
- ad-signature: BARRAUD AND ABRAHAM LTD., Palmerston North.: [1470, 912, 1639, 920]
- ad-heading: HAWKE'S BAY.: [1731, 369, 1798, 379]
- column-6: [1183, 66, 1409, 1933]
- ad-notes: CATTLE, as under, on behalf of Messrs. Barratt and Tinkle, Richard Meredith, Henry Fredrickson, J. H. Nibbrock, Fred Adams, H. C. Symons, H. M. Ries, and others.: [15, 673, 233, 702]
- ad-subheading: At Our Rooms, 105 CUSTOMHOUSE QUAY.: [520, 766, 666, 775]
- printer-imprint: Printed and Published by Archibald Sando, Trelyong Street, Lyall Bay, for the Wellington Publishing Company, Limited, at the Registered Office of the Company, Dominion Avenue, Wellington, Saturday, November 6, 1920.: [1655, 986, 1874, 1022]
- ad-body: ACRES, Freehold, limestone country, lying to sun; well fenced and watered. 100 acres cropped; 1000 acres ploughable; running 2000 sheep, 280 head cattle and 40 horses. Price £14 10s. per acre.: [1655, 905, 1874, 934]
- ad-subheading: On TUESDAY, NOVEMBER 16, At 7.30 p.m.: [989, 229, 1134, 238]
- ad-subheading: IMPORTANT CORNER PROPERTY, 66a Vivian-Tinakori Streets. 99ft. 10in. Taranaki Street. With 8-roomed Residence, No. 159 Taranaki Street. AND OFFICE AND WORKSHOP, No. 25 Vivian Street, thereon.: [489, 350, 697, 389]
- advertisement: [952, 197, 1170, 377]
- ad-heading: IMPORTANT ANNOUNCEMENT.: [1225, 424, 1366, 434]
- ad-subheading: SATURDAY, NOVEMBER 6, 1920.: [67, 112, 182, 121]
- ad-heading: PRELIMINARY NOTICE.: [1242, 90, 1350, 101]
- ad-subheading: HORSE EMPORIUM, GREY STREET, PALMERSTON NORTH.: [20, 102, 228, 111]
- ad-subheading: WEDNESDAY, NOVEMBER 17, 1920.: [998, 435, 1124, 444]
- ad-figure: 200: [809, 103, 846, 131]
- ad-body: ACRES, on metalled road, very long road frontage, 2½ miles railway and town; upwards of 700 acres ploughable, all of the best quality; well watered and all in grass. Price £22 per acre.: [1421, 1126, 1639, 1155]
- advertisement: [484, 523, 702, 644]
- ad-body: ACRES, comprising 220 acres freehold, balance L.I.P., rent 2s. 3d. per acre; situated 6 miles from town, half-mile school, ½ mile factory, by good motor roads, all in grass except a few acres bush and subdivided into 14 paddocks; by good fences. Buildings comprise 6-roomed house and all necessary conveniences, woolshed, cowshed, dairy, etc. 260 acres formerly ploughed, and land is suitable for dairying or cropping. PRICE, £22 10s. per acre for freehold. Terms arranged.: [1421, 493, 1639, 572]
- ad-signature: S. GEORGE NATHAN AND CO., 105 Customhouse Quay.: [521, 869, 702, 878]
- ad-figure: 130: [1746, 382, 1783, 409]
- ad-notes: Call and see us for Complete List, and to arrange for inspection. H. F. M'NEILL AND CO., LTD., Auctioneers and Estate Agents, 29 Brandon Street, WELLINGTON. 'Phone 1051.: [484, 297, 702, 326]
- ad-figure: 1000: [1505, 1096, 1555, 1123]
- ad-signature: THE FARMERS' CO-OPERATIVE AUCTIONEERING CO., LTD., Hamilton, Auctioneers.: [731, 299, 936, 318]
- ad-figure: 40: [112, 123, 137, 151]
- masthead-rule: [12, 57, 1892, 59]
- advertisement: [1187, 600, 1405, 740]
- ad-signature: J. WILSON, Real Land and Estate Agent, Te Puke.: [1248, 1000, 1405, 1009]
- ad-heading: RURAL LAND FOR SALE.: [1474, 337, 1586, 347]
- advertisement: [1655, 764, 1874, 855]
- advertisement: [952, 90, 1170, 191]
- column-heading: AUCTIONS.: [484, 66, 702, 84]
- ad-notes: DRAUGHTS AND HALF DRAUGHTS. NOTE.—Only draughts, half draughts and Show Entries will be accepted at this Sale.: [15, 176, 233, 195]
- ad-subheading: At CHRISTCHURCH, on SATURDAY, MARCH 12, 1921.: [1437, 132, 1623, 141]
- ad-figure: 400: [1746, 638, 1783, 666]
- ad-body: ACRES, Freehold, Fattening Farm, 5 miles from Hastings. Land is rich, heavy flat with good grass and clover crop. A quick and profitable return by January. Subdivided into 6 paddocks; fine buildings. PRICE, £70 per acre. £3000 cash.: [1655, 412, 1874, 451]
- ad-heading: SUBDIVISIONAL SALE: [1245, 601, 1346, 611]
- advertisement: [15, 207, 233, 382]
- ad-subheading: NEW ZEALAND'S PREMIER SHOPPING CENTRE.: [976, 395, 1147, 404]
- ad-body: ACRES, Freehold; well fenced and watered in 20 paddocks; fences are in good order; nice easy country to work, with a good bottom of English grass, with 1½ acres per two sheep; besides cattle. House, woolshed, yards, and dip. PRICE, £25 PER ACRE. TERMS.: [1655, 305, 1874, 344]
